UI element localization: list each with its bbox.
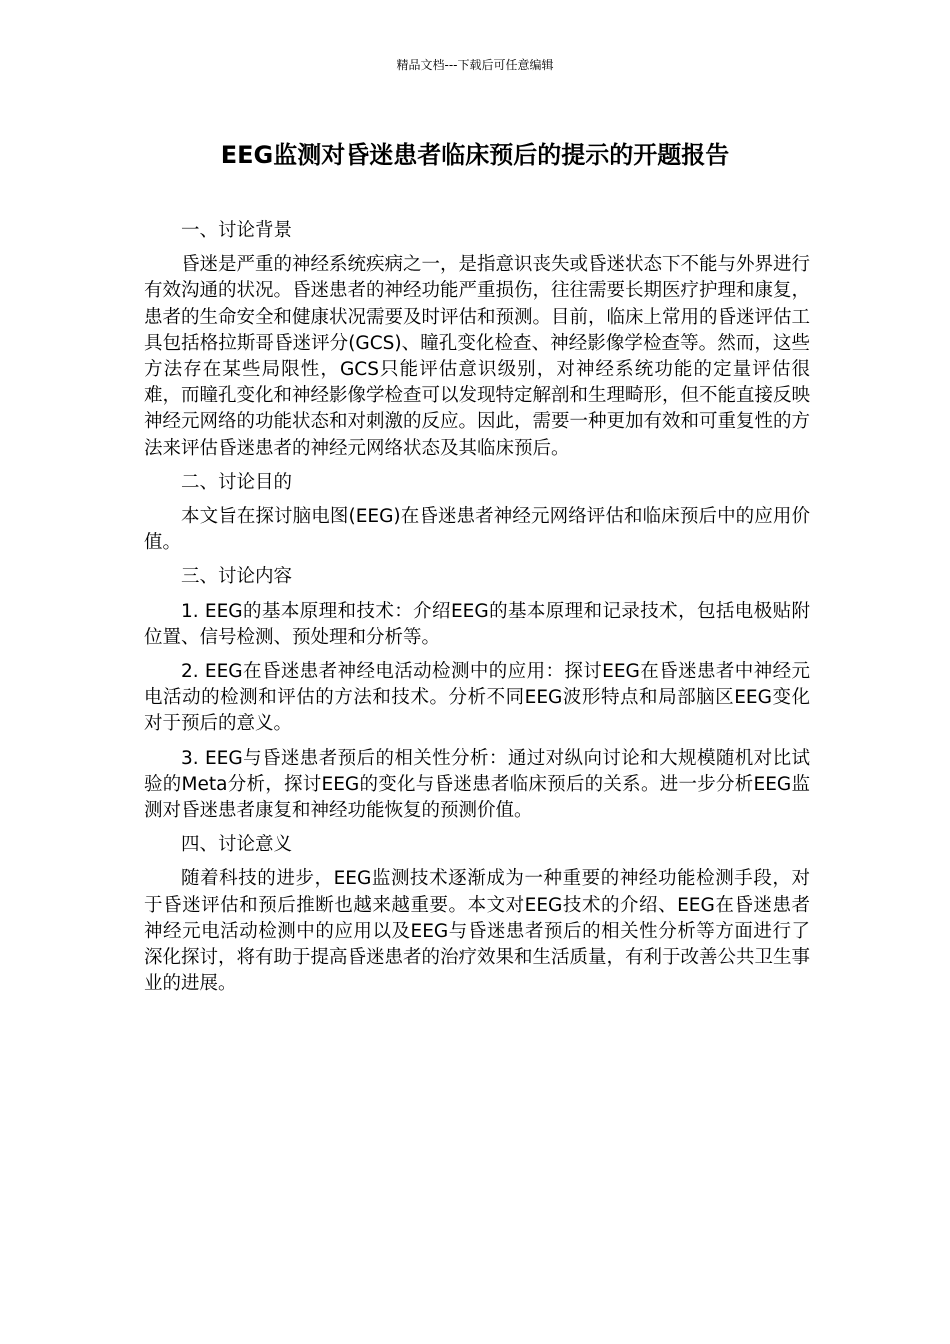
paragraph-content-item-1: 1. EEG的基本原理和技术：介绍EEG的基本原理和记录技术，包括电极贴附位置、信号检测、预处理和分析等。	[144, 600, 810, 648]
paragraph-background: 昏迷是严重的神经系统疾病之一，是指意识丧失或昏迷状态下不能与外界进行有效沟通的状况。昏迷患者的神经功能严重损伤，往往需要长期医疗护理和康复，患者的生命安全和健康状况需要及时评估和预测。目前，临床上常用的昏迷评估工具包括格拉斯哥昏迷评分(GCS)、瞳孔变化检查、神经影像学检查等。然而，这些方法存在某些局限性，GCS只能评估意识级别，对神经系统功能的定量评估很难，而瞳孔变化和神经影像学检查可以发现特定解剖和生理畸形，但不能直接反映神经元网络的功能状态和对刺激的反应。因此，需要一种更加有效和可重复性的方法来评估昏迷患者的神经元网络状态及其临床预后。	[144, 254, 811, 459]
paragraph-significance: 随着科技的进步，EEG监测技术逐渐成为一种重要的神经功能检测手段，对于昏迷评估和预后推断也越来越重要。本文对EEG技术的介绍、EEG在昏迷患者神经元电活动检测中的应用以及EEG与昏迷患者预后的相关性分析等方面进行了深化探讨，将有助于提高昏迷患者的治疗效果和生活质量，有利于改善公共卫生事业的进展。	[144, 868, 811, 995]
section-heading-significance: 四、讨论意义	[181, 834, 293, 856]
header-note: 精品文档---下载后可任意编辑	[396, 58, 554, 72]
paragraph-purpose: 本文旨在探讨脑电图(EEG)在昏迷患者神经元网络评估和临床预后中的应用价值。	[144, 506, 810, 554]
section-heading-content: 三、讨论内容	[181, 566, 293, 588]
document-title: EEG监测对昏迷患者临床预后的提示的开题报告	[220, 141, 730, 169]
section-heading-purpose: 二、讨论目的	[181, 471, 293, 493]
paragraph-content-item-2: 2. EEG在昏迷患者神经电活动检测中的应用：探讨EEG在昏迷患者中神经元电活动的检测和评估的方法和技术。分析不同EEG波形特点和局部脑区EEG变化对于预后的意义。	[144, 661, 810, 735]
paragraph-content-item-3: 3. EEG与昏迷患者预后的相关性分析：通过对纵向讨论和大规模随机对比试验的Meta分析，探讨EEG的变化与昏迷患者临床预后的关系。进一步分析EEG监测对昏迷患者康复和神经功能恢复的预测价值。	[144, 747, 810, 822]
section-heading-background: 一、讨论背景	[181, 220, 293, 241]
document-body	[144, 218, 810, 1005]
